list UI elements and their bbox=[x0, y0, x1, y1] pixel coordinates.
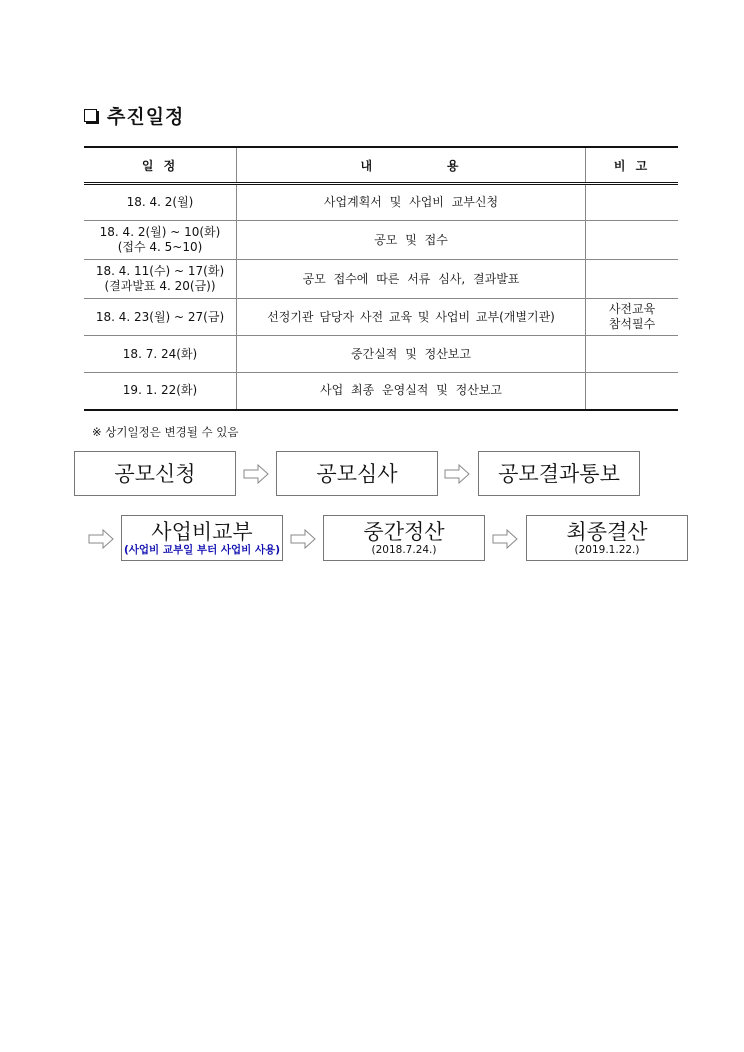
checkbox-square-icon bbox=[84, 109, 97, 122]
schedule-footnote: ※ 상기일정은 변경될 수 있음 bbox=[92, 425, 239, 439]
arrow-right-icon bbox=[290, 529, 316, 549]
row-note bbox=[586, 260, 679, 299]
row-note bbox=[586, 373, 679, 410]
table-row bbox=[84, 221, 678, 260]
row-content: 중간실적 및 정산보고 bbox=[237, 336, 586, 373]
row-date: 18. 4. 23(월) ~ 27(금) bbox=[84, 299, 237, 336]
flow-step-label: 사업비교부 bbox=[151, 519, 253, 544]
table-header-row bbox=[84, 147, 678, 184]
table-row bbox=[84, 373, 678, 410]
header-date: 일 정 bbox=[84, 147, 237, 184]
row-note bbox=[586, 184, 679, 221]
row-note bbox=[586, 336, 679, 373]
table-row bbox=[84, 260, 678, 299]
section-title-text: 추진일정 bbox=[107, 106, 185, 128]
row-note: 사전교육 참석필수 bbox=[586, 299, 679, 336]
flow-step-grant-disbursement bbox=[121, 515, 283, 561]
flow-step-label: 중간정산 bbox=[363, 519, 445, 544]
row-date: 18. 4. 11(수) ~ 17(화) (결과발표 4. 20(금)) bbox=[84, 260, 237, 299]
arrow-right-icon bbox=[492, 529, 518, 549]
table-row bbox=[84, 336, 678, 373]
flow-step-review bbox=[276, 451, 438, 496]
flow-step-interim-settlement bbox=[323, 515, 485, 561]
arrow-right-icon bbox=[243, 464, 269, 484]
flow-step-sub: (사업비 교부일 부터 사업비 사용) bbox=[123, 543, 281, 556]
row-content: 공모 및 접수 bbox=[237, 221, 586, 260]
flow-step-label: 공모심사 bbox=[316, 461, 398, 486]
row-note bbox=[586, 221, 679, 260]
arrow-right-icon bbox=[88, 529, 114, 549]
table-row bbox=[84, 184, 678, 221]
flow-step-sub: (2018.7.24.) bbox=[371, 543, 437, 556]
arrow-right-icon bbox=[444, 464, 470, 484]
flow-step-sub: (2019.1.22.) bbox=[574, 543, 640, 556]
flow-step-label: 공모신청 bbox=[114, 461, 196, 486]
row-date: 19. 1. 22(화) bbox=[84, 373, 237, 410]
row-content: 공모 접수에 따른 서류 심사, 결과발표 bbox=[237, 260, 586, 299]
flow-step-application bbox=[74, 451, 236, 496]
flow-step-label: 공모결과통보 bbox=[498, 461, 620, 486]
flow-step-final-settlement bbox=[526, 515, 688, 561]
row-date: 18. 7. 24(화) bbox=[84, 336, 237, 373]
flow-step-result-notice bbox=[478, 451, 640, 496]
table-row bbox=[84, 299, 678, 336]
header-content: 내 용 bbox=[237, 147, 586, 184]
header-note: 비 고 bbox=[586, 147, 679, 184]
row-content: 사업계획서 및 사업비 교부신청 bbox=[237, 184, 586, 221]
row-date: 18. 4. 2(월) bbox=[84, 184, 237, 221]
row-content: 선정기관 담당자 사전 교육 및 사업비 교부(개별기관) bbox=[237, 299, 586, 336]
section-title bbox=[84, 102, 184, 129]
row-date: 18. 4. 2(월) ~ 10(화) (접수 4. 5~10) bbox=[84, 221, 237, 260]
flow-step-label: 최종결산 bbox=[566, 519, 648, 544]
schedule-table bbox=[84, 146, 678, 411]
row-content: 사업 최종 운영실적 및 정산보고 bbox=[237, 373, 586, 410]
